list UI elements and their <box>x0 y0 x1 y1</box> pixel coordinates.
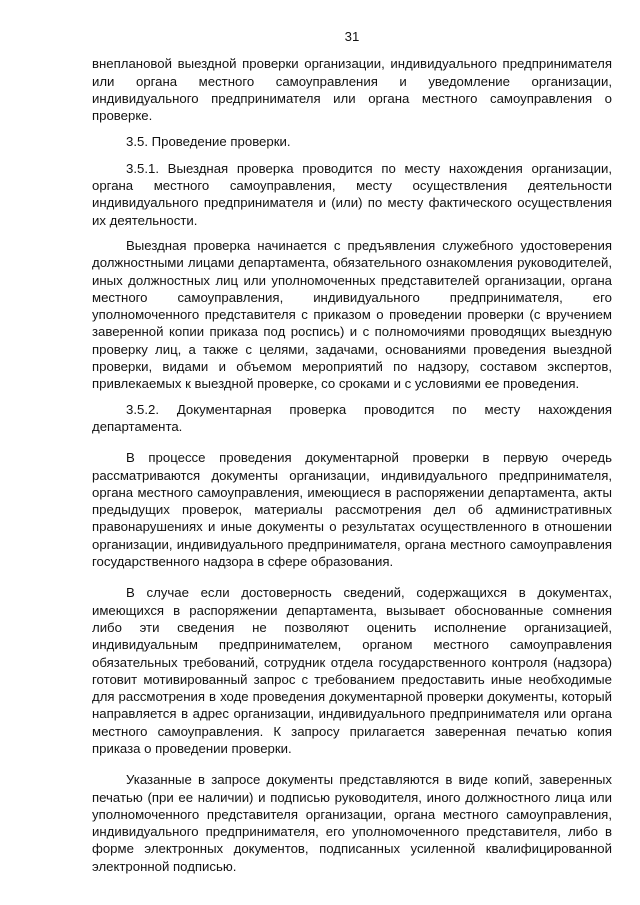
page-number: 31 <box>344 29 360 44</box>
paragraph-continuation: внеплановой выездной проверки организации, индивидуального предпринимателя или органа местного самоуправления и уведомление организации, индивидуального предпринимателя или органа местного самоуправления о проверке. <box>92 56 612 124</box>
section-heading-3-5: 3.5. Проведение проверки. <box>126 134 291 150</box>
paragraph-3-5-1: 3.5.1. Выездная проверка проводится по месту нахождения организации, органа местного самоуправления, месту осуществления деятельности индивидуального предпринимателя и (или) по месту фактического осуществления их деятельности. <box>92 160 612 228</box>
paragraph-reliability-request: В случае если достоверность сведений, содержащихся в документах, имеющихся в распоряжении департамента, вызывает обоснованные сомнения либо эти сведения не позволяют оценить исполнение организацией, индивидуальным предпринимателем, органом местного самоуправления обязательных требований, сотрудник отдела государственного контроля (надзора) готовит мотивированный запрос с требованием предоставить иные необходимые для рассмотрения в ходе проведения документарной проверки документы, который направляется в адрес организации, индивидуального предпринимателя или органа местного самоуправления. К запросу прилагается заверенная печатью копия приказа о проведении проверки. <box>92 585 612 756</box>
paragraph-onsite-inspection: Выездная проверка начинается с предъявления служебного удостоверения должностными лицами департамента, обязательного ознакомления руководителей, иных должностных лиц или уполномоченных представителей организации, органа местного самоуправления, индивидуального предпринимателя, его уполномоченного представителя с приказом о проведении проверки (с вручением заверенной копии приказа под роспись) и с полномочиями проводящих выездную проверку лиц, а также с целями, задачами, основаниями проведения выездной проверки, видами и объемом мероприятий по надзору, составом экспертов, привлекаемых к выездной проверке, со сроками и с условиями ее проведения. <box>92 237 612 392</box>
paragraph-documentary-review: В процессе проведения документарной проверки в первую очередь рассматриваются документы организации, индивидуального предпринимателя, органа местного самоуправления, имеющиеся в распоряжении департамента, акты предыдущих проверок, материалы рассмотрения дел об административных правонарушениях и иные документы о результатах осуществленного в отношении организации, индивидуального предпринимателя, органа местного самоуправления государственного надзора в сфере образования. <box>92 450 612 570</box>
paragraph-requested-documents: Указанные в запросе документы представляются в виде копий, заверенных печатью (при ее наличии) и подписью руководителя, иного должностного лица или уполномоченного представителя организации, органа местного самоуправления, индивидуального предпринимателя, его уполномоченного представителя, либо в форме электронных документов, подписанных усиленной квалифицированной электронной подписью. <box>92 772 612 874</box>
paragraph-3-5-2: 3.5.2. Документарная проверка проводится по месту нахождения департамента. <box>92 401 612 434</box>
